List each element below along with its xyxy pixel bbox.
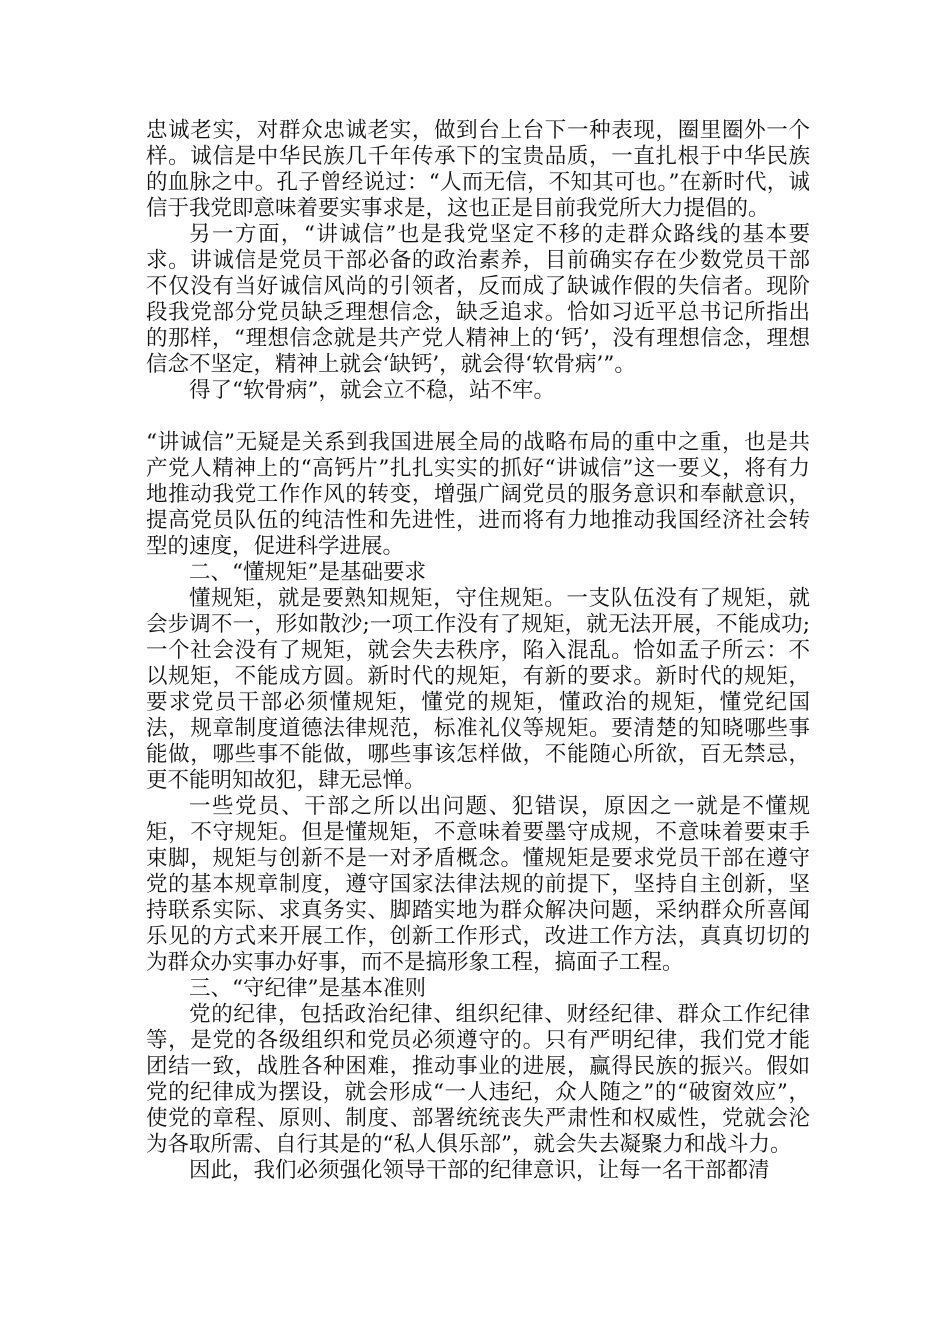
paragraph-strengthen-discipline: 因此，我们必须强化领导干部的纪律意识，让每一名干部都清 [189, 1158, 770, 1183]
section-heading-discipline: 三、“守纪律”是基本准则 [189, 976, 426, 1001]
paragraph-soft-bone: 得了“软骨病”，就会立不稳，站不牢。 [189, 378, 555, 403]
blank-line [146, 404, 810, 430]
paragraph-mass-line: 另一方面，“讲诚信”也是我党坚定不移的走群众路线的基本要求。讲诚信是党员干部必备的政治素养，目前确实存在少数党员干部不仅没有当好诚信风尚的引领者，反而成了缺诚作假的失信者。现阶段我党部分党员缺乏理想信念，缺乏追求。恰如习近平总书记所指出的那样，“理想信念就是共产党人精神上的‘钙’，没有理想信念，理想信念不坚定，精神上就会‘缺钙’，就会得‘软骨病’”。 [146, 222, 810, 377]
paragraph-rules-innovation: 一些党员、干部之所以出问题、犯错误，原因之一就是不懂规矩，不守规矩。但是懂规矩，不意味着要墨守成规，不意味着要束手束脚，规矩与创新不是一对矛盾概念。懂规矩是要求党员干部在遵守党的基本规章制度，遵守国家法律法规的前提下，坚持自主创新，坚持联系实际、求真务实、脚踏实地为群众解决问题，采纳群众所喜闻乐见的方式来开展工作，创新工作形式，改进工作方法，真真切切的为群众办实事办好事，而不是搞形象工程，搞面子工程。 [146, 794, 810, 975]
document-page [146, 118, 810, 1184]
section-heading-rules: 二、“懂规矩”是基础要求 [189, 560, 426, 585]
paragraph-integrity-continued: 忠诚老实，对群众忠诚老实，做到台上台下一种表现，圈里圈外一个样。诚信是中华民族几千年传承下的宝贵品质，一直扎根于中华民族的血脉之中。孔子曾经说过：“人而无信，不知其可也。”在新时代，诚信于我党即意味着要实事求是，这也正是目前我党所大力提倡的。 [146, 118, 810, 221]
paragraph-integrity-importance: “讲诚信”无疑是关系到我国进展全局的战略布局的重中之重，也是共产党人精神上的“高钙片”扎扎实实的抓好“讲诚信”这一要义，将有力地推动我党工作作风的转变，增强广阔党员的服务意识和奉献意识，提高党员队伍的纯洁性和先进性，进而将有力地推动我国经济社会转型的速度，促进科学进展。 [146, 430, 810, 559]
paragraph-party-discipline: 党的纪律，包括政治纪律、组织纪律、财经纪律、群众工作纪律等，是党的各级组织和党员必须遵守的。只有严明纪律，我们党才能团结一致，战胜各种困难，推动事业的进展，赢得民族的振兴。假如党的纪律成为摆设，就会形成“一人违纪，众人随之”的“破窗效应”，使党的章程、原则、制度、部署统统丧失严肃性和权威性，党就会沦为各取所需、自行其是的“私人俱乐部”，就会失去凝聚力和战斗力。 [146, 1002, 810, 1157]
paragraph-know-rules: 懂规矩，就是要熟知规矩，守住规矩。一支队伍没有了规矩，就会步调不一，形如散沙;一项工作没有了规矩，就无法开展，不能成功;一个社会没有了规矩，就会失去秩序，陷入混乱。恰如孟子所云：不以规矩，不能成方圆。新时代的规矩，有新的要求。新时代的规矩，要求党员干部必须懂规矩，懂党的规矩，懂政治的规矩，懂党纪国法，规章制度道德法律规范，标准礼仪等规矩。要清楚的知晓哪些事能做，哪些事不能做，哪些事该怎样做，不能随心所欲，百无禁忌，更不能明知故犯，肆无忌惮。 [146, 586, 810, 793]
